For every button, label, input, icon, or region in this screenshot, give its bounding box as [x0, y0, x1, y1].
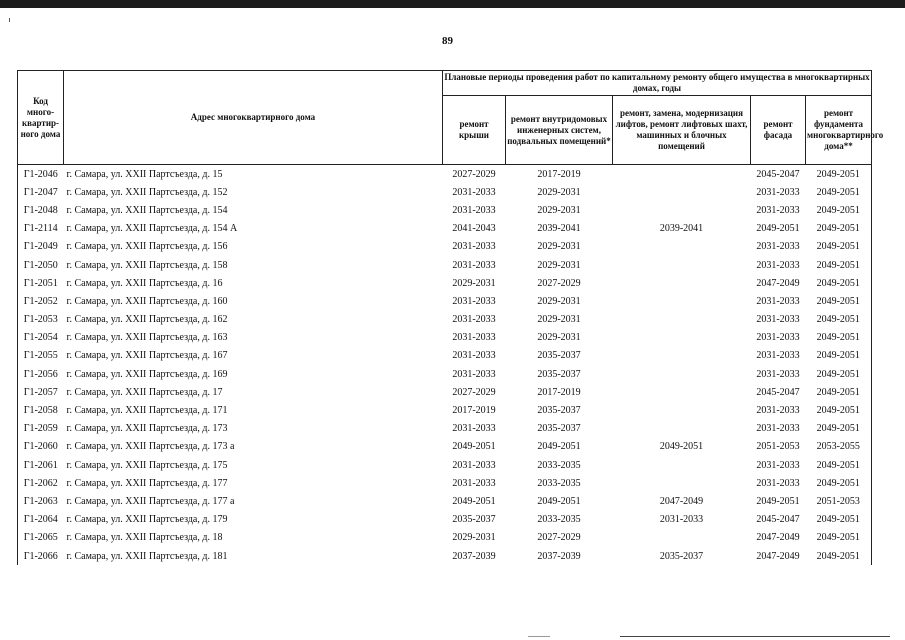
- cell-lifts: [613, 456, 751, 474]
- cell-code: Г1-2050: [18, 256, 64, 274]
- cell-facade: 2031-2033: [756, 350, 800, 362]
- cell-internal-systems: 2029-2031: [537, 332, 581, 344]
- cell-address: г. Самара, ул. XXII Партсъезда, д. 173: [66, 423, 228, 435]
- cell-lifts: [613, 365, 751, 383]
- cell-foundation: 2049-2051: [806, 420, 872, 438]
- cell-roof: 2031-2033: [452, 186, 496, 198]
- cell-internal-systems: 2029-2031: [537, 204, 581, 216]
- cell-foundation: 2049-2051: [806, 201, 872, 219]
- cell-code: Г1-2114: [18, 220, 64, 238]
- cell-roof: 2035-2037: [452, 514, 496, 526]
- scan-top-border: [0, 0, 905, 8]
- cell-roof: 2049-2051: [452, 495, 496, 507]
- cell-lifts: [613, 292, 751, 310]
- cell-facade: 2031-2033: [756, 314, 800, 326]
- cell-internal-systems: 2035-2037: [537, 368, 581, 380]
- cell-internal-systems: 2035-2037: [537, 423, 581, 435]
- table-row: [18, 456, 872, 474]
- cell-foundation: 2049-2051: [806, 311, 872, 329]
- cell-foundation: 2049-2051: [806, 383, 872, 401]
- cell-roof: 2031-2033: [452, 368, 496, 380]
- cell-lifts: [613, 474, 751, 492]
- cell-code: Г1-2046: [18, 165, 64, 184]
- cell-facade: 2031-2033: [756, 186, 800, 198]
- cell-internal-systems: 2029-2031: [537, 241, 581, 253]
- cell-lifts: [613, 274, 751, 292]
- cell-code: Г1-2051: [18, 274, 64, 292]
- cell-facade: 2031-2033: [756, 204, 800, 216]
- cell-roof: 2031-2033: [452, 259, 496, 271]
- cell-address: г. Самара, ул. XXII Партсъезда, д. 17: [66, 386, 223, 398]
- cell-lifts: 2039-2041: [659, 223, 704, 235]
- cell-roof: 2027-2029: [443, 165, 506, 184]
- table-row: [18, 292, 872, 310]
- cell-facade: 2031-2033: [756, 423, 800, 435]
- table-row: [18, 365, 872, 383]
- cell-lifts: [613, 347, 751, 365]
- table-row: [18, 347, 872, 365]
- cell-code: Г1-2047: [18, 183, 64, 201]
- table-row: [18, 165, 872, 184]
- cell-facade: 2031-2033: [756, 368, 800, 380]
- header-facade: ремонт фасада: [751, 96, 806, 165]
- cell-foundation: 2049-2051: [806, 183, 872, 201]
- cell-facade: 2049-2051: [756, 223, 800, 235]
- cell-address: г. Самара, ул. XXII Партсъезда, д. 154 А: [66, 223, 238, 235]
- cell-lifts: 2049-2051: [659, 441, 704, 453]
- cell-roof: 2031-2033: [452, 314, 496, 326]
- cell-address: г. Самара, ул. XXII Партсъезда, д. 173 а: [66, 441, 235, 453]
- table-row: [18, 438, 872, 456]
- cell-lifts: [613, 165, 751, 184]
- cell-facade: 2031-2033: [756, 459, 800, 471]
- scan-mark: [9, 18, 10, 22]
- cell-lifts: 2031-2033: [659, 514, 704, 526]
- footer-mark: [528, 636, 550, 637]
- cell-address: г. Самара, ул. XXII Партсъезда, д. 156: [66, 241, 228, 253]
- table-row: [18, 274, 872, 292]
- cell-code: Г1-2057: [18, 383, 64, 401]
- cell-roof: 2031-2033: [452, 350, 496, 362]
- table-row: [18, 492, 872, 510]
- cell-address: г. Самара, ул. XXII Партсъезда, д. 15: [64, 165, 443, 184]
- cell-lifts: 2035-2037: [659, 550, 704, 562]
- cell-internal-systems: 2049-2051: [537, 441, 581, 453]
- cell-foundation: 2053-2055: [806, 438, 872, 456]
- cell-address: г. Самара, ул. XXII Партсъезда, д. 175: [66, 459, 228, 471]
- cell-roof: 2049-2051: [452, 441, 496, 453]
- cell-facade: 2047-2049: [756, 277, 800, 289]
- page-number: 89: [442, 35, 453, 47]
- cell-address: г. Самара, ул. XXII Партсъезда, д. 152: [66, 186, 228, 198]
- table-row: [18, 383, 872, 401]
- cell-facade: 2031-2033: [756, 332, 800, 344]
- cell-code: Г1-2061: [18, 456, 64, 474]
- cell-internal-systems: 2027-2029: [537, 277, 581, 289]
- table-row: [18, 529, 872, 547]
- cell-code: Г1-2064: [18, 511, 64, 529]
- cell-code: Г1-2048: [18, 201, 64, 219]
- cell-foundation: 2049-2051: [806, 329, 872, 347]
- cell-facade: 2047-2049: [756, 532, 800, 544]
- footer-line: [620, 636, 890, 637]
- cell-facade: 2047-2049: [756, 550, 800, 562]
- cell-internal-systems: 2029-2031: [537, 186, 581, 198]
- cell-roof: 2037-2039: [452, 550, 496, 562]
- cell-lifts: [613, 183, 751, 201]
- cell-facade: 2045-2047: [756, 386, 800, 398]
- cell-roof: 2031-2033: [452, 459, 496, 471]
- table-row: [18, 420, 872, 438]
- cell-address: г. Самара, ул. XXII Партсъезда, д. 179: [66, 514, 228, 526]
- cell-lifts: 2047-2049: [659, 495, 704, 507]
- cell-internal-systems: 2017-2019: [506, 165, 613, 184]
- cell-roof: 2029-2031: [452, 532, 496, 544]
- cell-internal-systems: 2027-2029: [537, 532, 581, 544]
- header-code: Код много-квартир-ного дома: [18, 71, 64, 165]
- cell-address: г. Самара, ул. XXII Партсъезда, д. 177: [66, 477, 228, 489]
- table-row: [18, 238, 872, 256]
- cell-roof: 2031-2033: [452, 241, 496, 253]
- cell-foundation: 2049-2051: [806, 474, 872, 492]
- cell-lifts: [613, 238, 751, 256]
- cell-internal-systems: 2033-2035: [537, 477, 581, 489]
- cell-foundation: 2049-2051: [806, 529, 872, 547]
- table-row: [18, 329, 872, 347]
- cell-address: г. Самара, ул. XXII Партсъезда, д. 158: [66, 259, 228, 271]
- table-row: [18, 201, 872, 219]
- cell-internal-systems: 2035-2037: [537, 405, 581, 417]
- cell-lifts: [613, 420, 751, 438]
- cell-code: Г1-2060: [18, 438, 64, 456]
- cell-roof: 2017-2019: [452, 405, 496, 417]
- header-roof: ремонт крыши: [443, 96, 506, 165]
- cell-address: г. Самара, ул. XXII Партсъезда, д. 163: [66, 332, 228, 344]
- table-row: [18, 311, 872, 329]
- cell-roof: 2031-2033: [452, 204, 496, 216]
- cell-address: г. Самара, ул. XXII Партсъезда, д. 171: [66, 405, 228, 417]
- cell-address: г. Самара, ул. XXII Партсъезда, д. 169: [66, 368, 228, 380]
- capital-repair-table: [17, 70, 884, 565]
- cell-facade: 2031-2033: [756, 241, 800, 253]
- cell-internal-systems: 2029-2031: [537, 314, 581, 326]
- cell-address: г. Самара, ул. XXII Партсъезда, д. 177 а: [66, 495, 235, 507]
- cell-address: г. Самара, ул. XXII Партсъезда, д. 181: [66, 550, 228, 562]
- cell-foundation: 2049-2051: [806, 347, 872, 365]
- cell-foundation: 2049-2051: [806, 401, 872, 419]
- cell-internal-systems: 2039-2041: [537, 223, 581, 235]
- table-row: [18, 511, 872, 529]
- header-internal-systems: ремонт внутридомовых инженерных систем, подвальных помещений*: [506, 96, 613, 165]
- cell-roof: 2031-2033: [452, 477, 496, 489]
- cell-internal-systems: 2029-2031: [537, 259, 581, 271]
- cell-facade: 2031-2033: [756, 295, 800, 307]
- cell-code: Г1-2056: [18, 365, 64, 383]
- cell-facade: 2031-2033: [756, 477, 800, 489]
- header-periods: Плановые периоды проведения работ по капитальному ремонту общего имущества в многоквартирных домах, годы: [443, 71, 872, 96]
- cell-lifts: [613, 529, 751, 547]
- cell-facade: 2031-2033: [756, 259, 800, 271]
- cell-facade: 2031-2033: [756, 405, 800, 417]
- header-lifts: ремонт, замена, модернизация лифтов, ремонт лифтовых шахт, машинных и блочных помещений: [613, 96, 751, 165]
- cell-address: г. Самара, ул. XXII Партсъезда, д. 160: [66, 295, 228, 307]
- cell-code: Г1-2063: [18, 492, 64, 510]
- header-foundation: ремонт фундамента многоквартирного дома**: [806, 96, 872, 165]
- cell-foundation: 2049-2051: [806, 220, 872, 238]
- cell-roof: 2029-2031: [452, 277, 496, 289]
- cell-address: г. Самара, ул. XXII Партсъезда, д. 16: [66, 277, 223, 289]
- cell-internal-systems: 2033-2035: [537, 459, 581, 471]
- cell-address: г. Самара, ул. XXII Партсъезда, д. 18: [66, 532, 223, 544]
- cell-code: Г1-2049: [18, 238, 64, 256]
- header-address: Адрес многоквартирного дома: [64, 71, 443, 165]
- cell-code: Г1-2062: [18, 474, 64, 492]
- cell-roof: 2031-2033: [452, 295, 496, 307]
- cell-address: г. Самара, ул. XXII Партсъезда, д. 154: [66, 204, 228, 216]
- cell-lifts: [613, 311, 751, 329]
- cell-roof: 2027-2029: [452, 386, 496, 398]
- cell-internal-systems: 2017-2019: [537, 386, 581, 398]
- cell-code: Г1-2053: [18, 311, 64, 329]
- cell-lifts: [613, 329, 751, 347]
- cell-internal-systems: 2029-2031: [537, 295, 581, 307]
- cell-foundation: 2049-2051: [806, 274, 872, 292]
- cell-roof: 2031-2033: [452, 423, 496, 435]
- cell-address: г. Самара, ул. XXII Партсъезда, д. 167: [66, 350, 228, 362]
- cell-address: г. Самара, ул. XXII Партсъезда, д. 162: [66, 314, 228, 326]
- cell-lifts: [613, 383, 751, 401]
- cell-foundation: 2049-2051: [806, 238, 872, 256]
- cell-code: Г1-2058: [18, 401, 64, 419]
- cell-facade: 2049-2051: [756, 495, 800, 507]
- cell-facade: 2045-2047: [751, 165, 806, 184]
- table-row: [18, 256, 872, 274]
- cell-internal-systems: 2035-2037: [537, 350, 581, 362]
- cell-lifts: [613, 256, 751, 274]
- cell-foundation: 2049-2051: [806, 547, 872, 565]
- table-row: [18, 547, 872, 565]
- table-row: [18, 183, 872, 201]
- table-row: [18, 401, 872, 419]
- cell-internal-systems: 2049-2051: [537, 495, 581, 507]
- cell-foundation: 2049-2051: [806, 292, 872, 310]
- cell-code: Г1-2055: [18, 347, 64, 365]
- cell-internal-systems: 2037-2039: [537, 550, 581, 562]
- cell-foundation: 2049-2051: [806, 511, 872, 529]
- cell-facade: 2045-2047: [756, 514, 800, 526]
- table-body: [18, 165, 872, 566]
- cell-foundation: 2049-2051: [806, 256, 872, 274]
- cell-lifts: [613, 401, 751, 419]
- cell-code: Г1-2059: [18, 420, 64, 438]
- cell-code: Г1-2054: [18, 329, 64, 347]
- cell-facade: 2051-2053: [756, 441, 800, 453]
- table-row: [18, 474, 872, 492]
- cell-foundation: 2049-2051: [806, 365, 872, 383]
- cell-foundation: 2049-2051: [806, 456, 872, 474]
- table-row: [18, 220, 872, 238]
- cell-internal-systems: 2033-2035: [537, 514, 581, 526]
- cell-foundation: 2051-2053: [806, 492, 872, 510]
- cell-roof: 2041-2043: [452, 223, 496, 235]
- cell-code: Г1-2065: [18, 529, 64, 547]
- cell-foundation: 2049-2051: [806, 165, 872, 184]
- cell-roof: 2031-2033: [452, 332, 496, 344]
- cell-code: Г1-2066: [18, 547, 64, 565]
- cell-code: Г1-2052: [18, 292, 64, 310]
- cell-lifts: [613, 201, 751, 219]
